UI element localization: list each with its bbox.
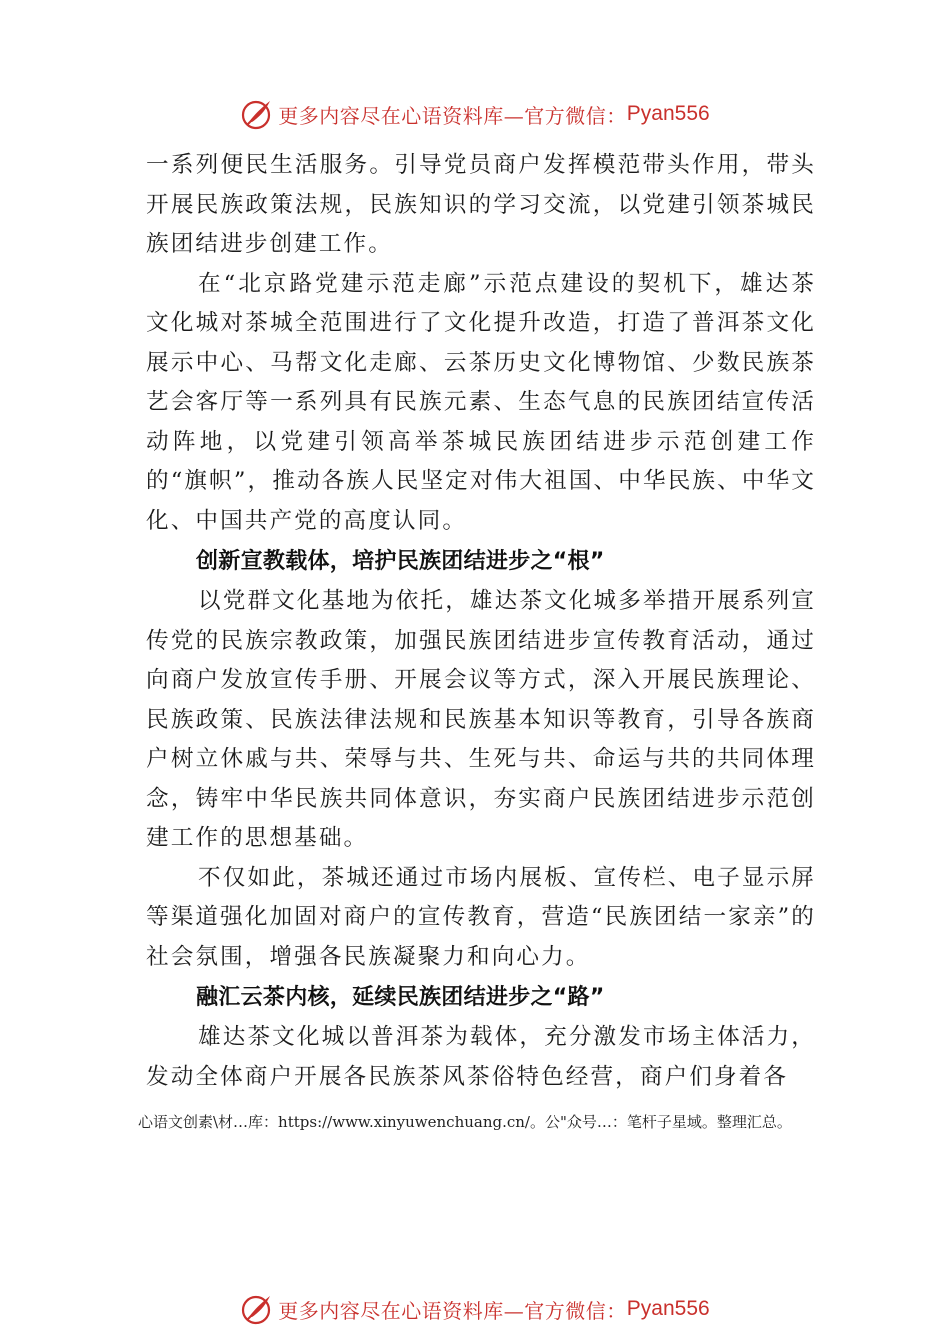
quill-logo-icon	[240, 1292, 274, 1326]
paragraph-5: 雄达茶文化城以普洱茶为载体，充分激发市场主体活力，发动全体商户开展各民族茶风茶俗特色经营，商户们身着各	[146, 1024, 816, 1090]
quill-logo-icon	[240, 97, 274, 131]
footer-watermark	[0, 1289, 950, 1329]
section-heading-1: 创新宣教载体，培护民族团结进步之“根”	[196, 549, 605, 574]
paragraph-1: 一系列便民生活服务。引导党员商户发挥模范带头作用，带头开展民族政策法规，民族知识的学习交流，以党建引领茶城民族团结进步创建工作。	[146, 152, 816, 257]
source-footnote: 心语文创素\材…库：https://www.xinyuwenchuang.cn/。公"众号…：笔杆子星域。整理汇总。	[138, 1113, 792, 1131]
paragraph-3: 以党群文化基地为依托，雄达茶文化城多举措开展系列宣传党的民族宗教政策，加强民族团结进步宣传教育活动，通过向商户发放宣传手册、开展会议等方式，深入开展民族理论、民族政策、民族法律法规和民族基本知识等教育，引导各族商户树立休戚与共、荣辱与共、生死与共、命运与共的共同体理念，铸牢中华民族共同体意识，夯实商户民族团结进步示范创建工作的思想基础。	[146, 588, 816, 851]
watermark-account: Pyan556	[626, 102, 710, 125]
watermark-text: 更多内容尽在心语资料库—官方微信：	[278, 1298, 627, 1323]
watermark-text: 更多内容尽在心语资料库—官方微信：	[278, 103, 627, 128]
paragraph-2: 在“北京路党建示范走廊”示范点建设的契机下，雄达茶文化城对茶城全范围进行了文化提升改造，打造了普洱茶文化展示中心、马帮文化走廊、云茶历史文化博物馆、少数民族茶艺会客厅等一系列具有民族元素、生态气息的民族团结宣传活动阵地，以党建引领高举茶城民族团结进步示范创建工作的“旗帜”，推动各族人民坚定对伟大祖国、中华民族、中华文化、中国共产党的高度认同。	[146, 270, 816, 534]
section-heading-2: 融汇云茶内核，延续民族团结进步之“路”	[196, 985, 605, 1010]
paragraph-4: 不仅如此，茶城还通过市场内展板、宣传栏、电子显示屏等渠道强化加固对商户的宣传教育，营造“民族团结一家亲”的社会氛围，增强各民族凝聚力和向心力。	[146, 864, 816, 970]
document-body	[146, 146, 816, 1097]
watermark-account: Pyan556	[626, 1297, 710, 1320]
header-watermark	[0, 94, 950, 134]
